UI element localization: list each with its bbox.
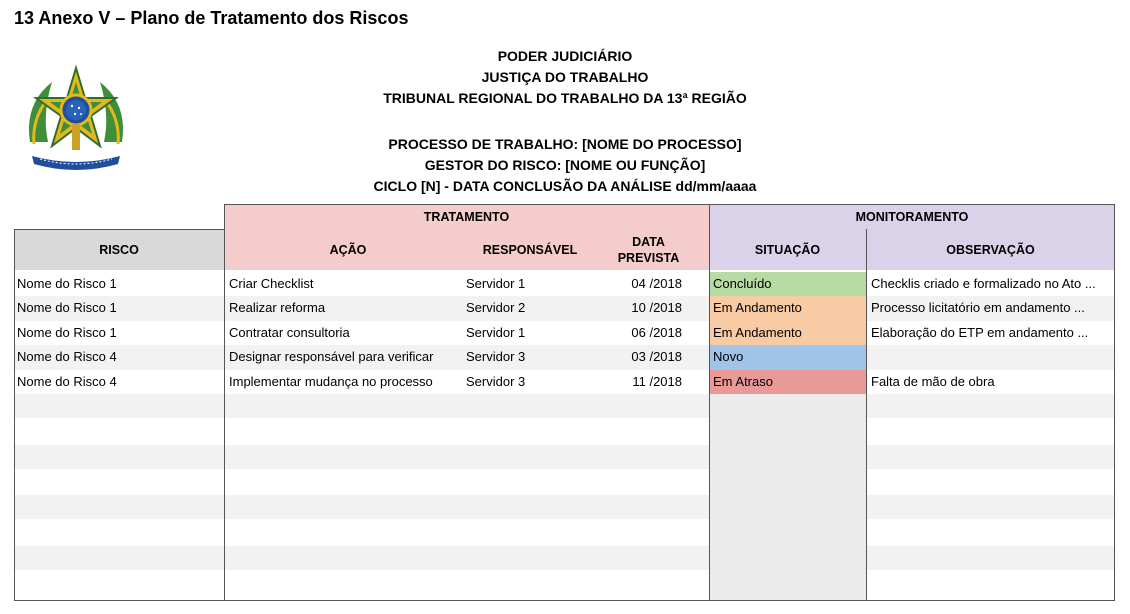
status-badge: Em Andamento	[709, 296, 866, 320]
row-band	[14, 546, 1115, 570]
status-badge: Novo	[709, 345, 866, 369]
grid-line	[224, 204, 225, 601]
grid-line	[709, 204, 710, 601]
column-header-observacao: OBSERVAÇÃO	[866, 229, 1115, 270]
grid-line	[14, 600, 1115, 601]
cell-observacao: Processo licitatório em andamento ...	[871, 300, 1085, 316]
cell-data-prevista: 03 /2018	[631, 349, 682, 365]
column-header-acao: AÇÃO	[224, 229, 472, 270]
cell-acao: Criar Checklist	[229, 276, 314, 291]
column-header-situacao: SITUAÇÃO	[709, 229, 866, 270]
cell-observacao	[871, 345, 1111, 369]
header-line-2: JUSTIÇA DO TRABALHO	[481, 69, 649, 85]
header-line-3: TRIBUNAL REGIONAL DO TRABALHO DA 13ª REGIÃO	[383, 90, 747, 106]
cell-risco: Nome do Risco 1	[17, 324, 117, 340]
cell-risco: Nome do Risco 1	[17, 300, 117, 316]
cell-observacao: Checklis criado e formalizado no Ato ...	[871, 276, 1096, 291]
row-band	[14, 394, 1115, 418]
cell-responsavel: Servidor 1	[466, 324, 526, 340]
column-header-responsavel: RESPONSÁVEL	[472, 229, 588, 270]
grid-line	[14, 229, 15, 601]
situacao-empty-area	[709, 394, 866, 601]
cell-observacao: Falta de mão de obra	[871, 373, 995, 389]
grid-line	[14, 229, 224, 230]
grid-line	[866, 229, 867, 601]
cell-responsavel: Servidor 2	[466, 300, 526, 316]
section-title: 13 Anexo V – Plano de Tratamento dos Riscos	[14, 8, 409, 28]
cell-responsavel: Servidor 1	[466, 276, 526, 291]
brasao-republica-icon	[22, 64, 130, 176]
column-header-data-prevista: DATA PREVISTA	[588, 229, 709, 270]
cell-risco: Nome do Risco 4	[17, 373, 117, 389]
status-badge: Concluído	[709, 272, 866, 296]
cell-responsavel: Servidor 3	[466, 373, 526, 389]
column-header-risco: RISCO	[14, 229, 224, 270]
cell-data-prevista: 04 /2018	[631, 276, 682, 291]
risk-manager: GESTOR DO RISCO: [NOME OU FUNÇÃO]	[424, 157, 706, 173]
cell-observacao: Elaboração do ETP em andamento ...	[871, 324, 1089, 340]
status-badge: Em Atraso	[709, 370, 866, 394]
group-monitoramento: MONITORAMENTO	[709, 204, 1115, 229]
cell-acao: Contratar consultoria	[229, 324, 350, 340]
cell-acao: Realizar reforma	[229, 300, 326, 316]
row-band	[14, 445, 1115, 469]
group-tratamento: TRATAMENTO	[224, 204, 709, 229]
row-band	[14, 495, 1115, 519]
cell-data-prevista: 06 /2018	[631, 324, 682, 340]
cell-acao: Designar responsável para verificar	[229, 349, 434, 365]
cell-acao: Implementar mudança no processo	[229, 373, 433, 389]
header-line-1: PODER JUDICIÁRIO	[497, 48, 633, 64]
cell-data-prevista: 11 /2018	[632, 373, 682, 389]
grid-line	[224, 204, 1115, 205]
risk-treatment-table	[14, 204, 1115, 601]
process-title: PROCESSO DE TRABALHO: [NOME DO PROCESSO]	[388, 136, 742, 152]
grid-line	[1114, 204, 1115, 601]
status-badge: Em Andamento	[709, 321, 866, 345]
cell-risco: Nome do Risco 4	[17, 349, 117, 365]
cell-responsavel: Servidor 3	[466, 349, 526, 365]
cell-risco: Nome do Risco 1	[17, 276, 117, 291]
cycle-date: CICLO [N] - DATA CONCLUSÃO DA ANÁLISE dd/mm/aaaa	[373, 178, 757, 194]
cell-data-prevista: 10 /2018	[631, 300, 682, 316]
